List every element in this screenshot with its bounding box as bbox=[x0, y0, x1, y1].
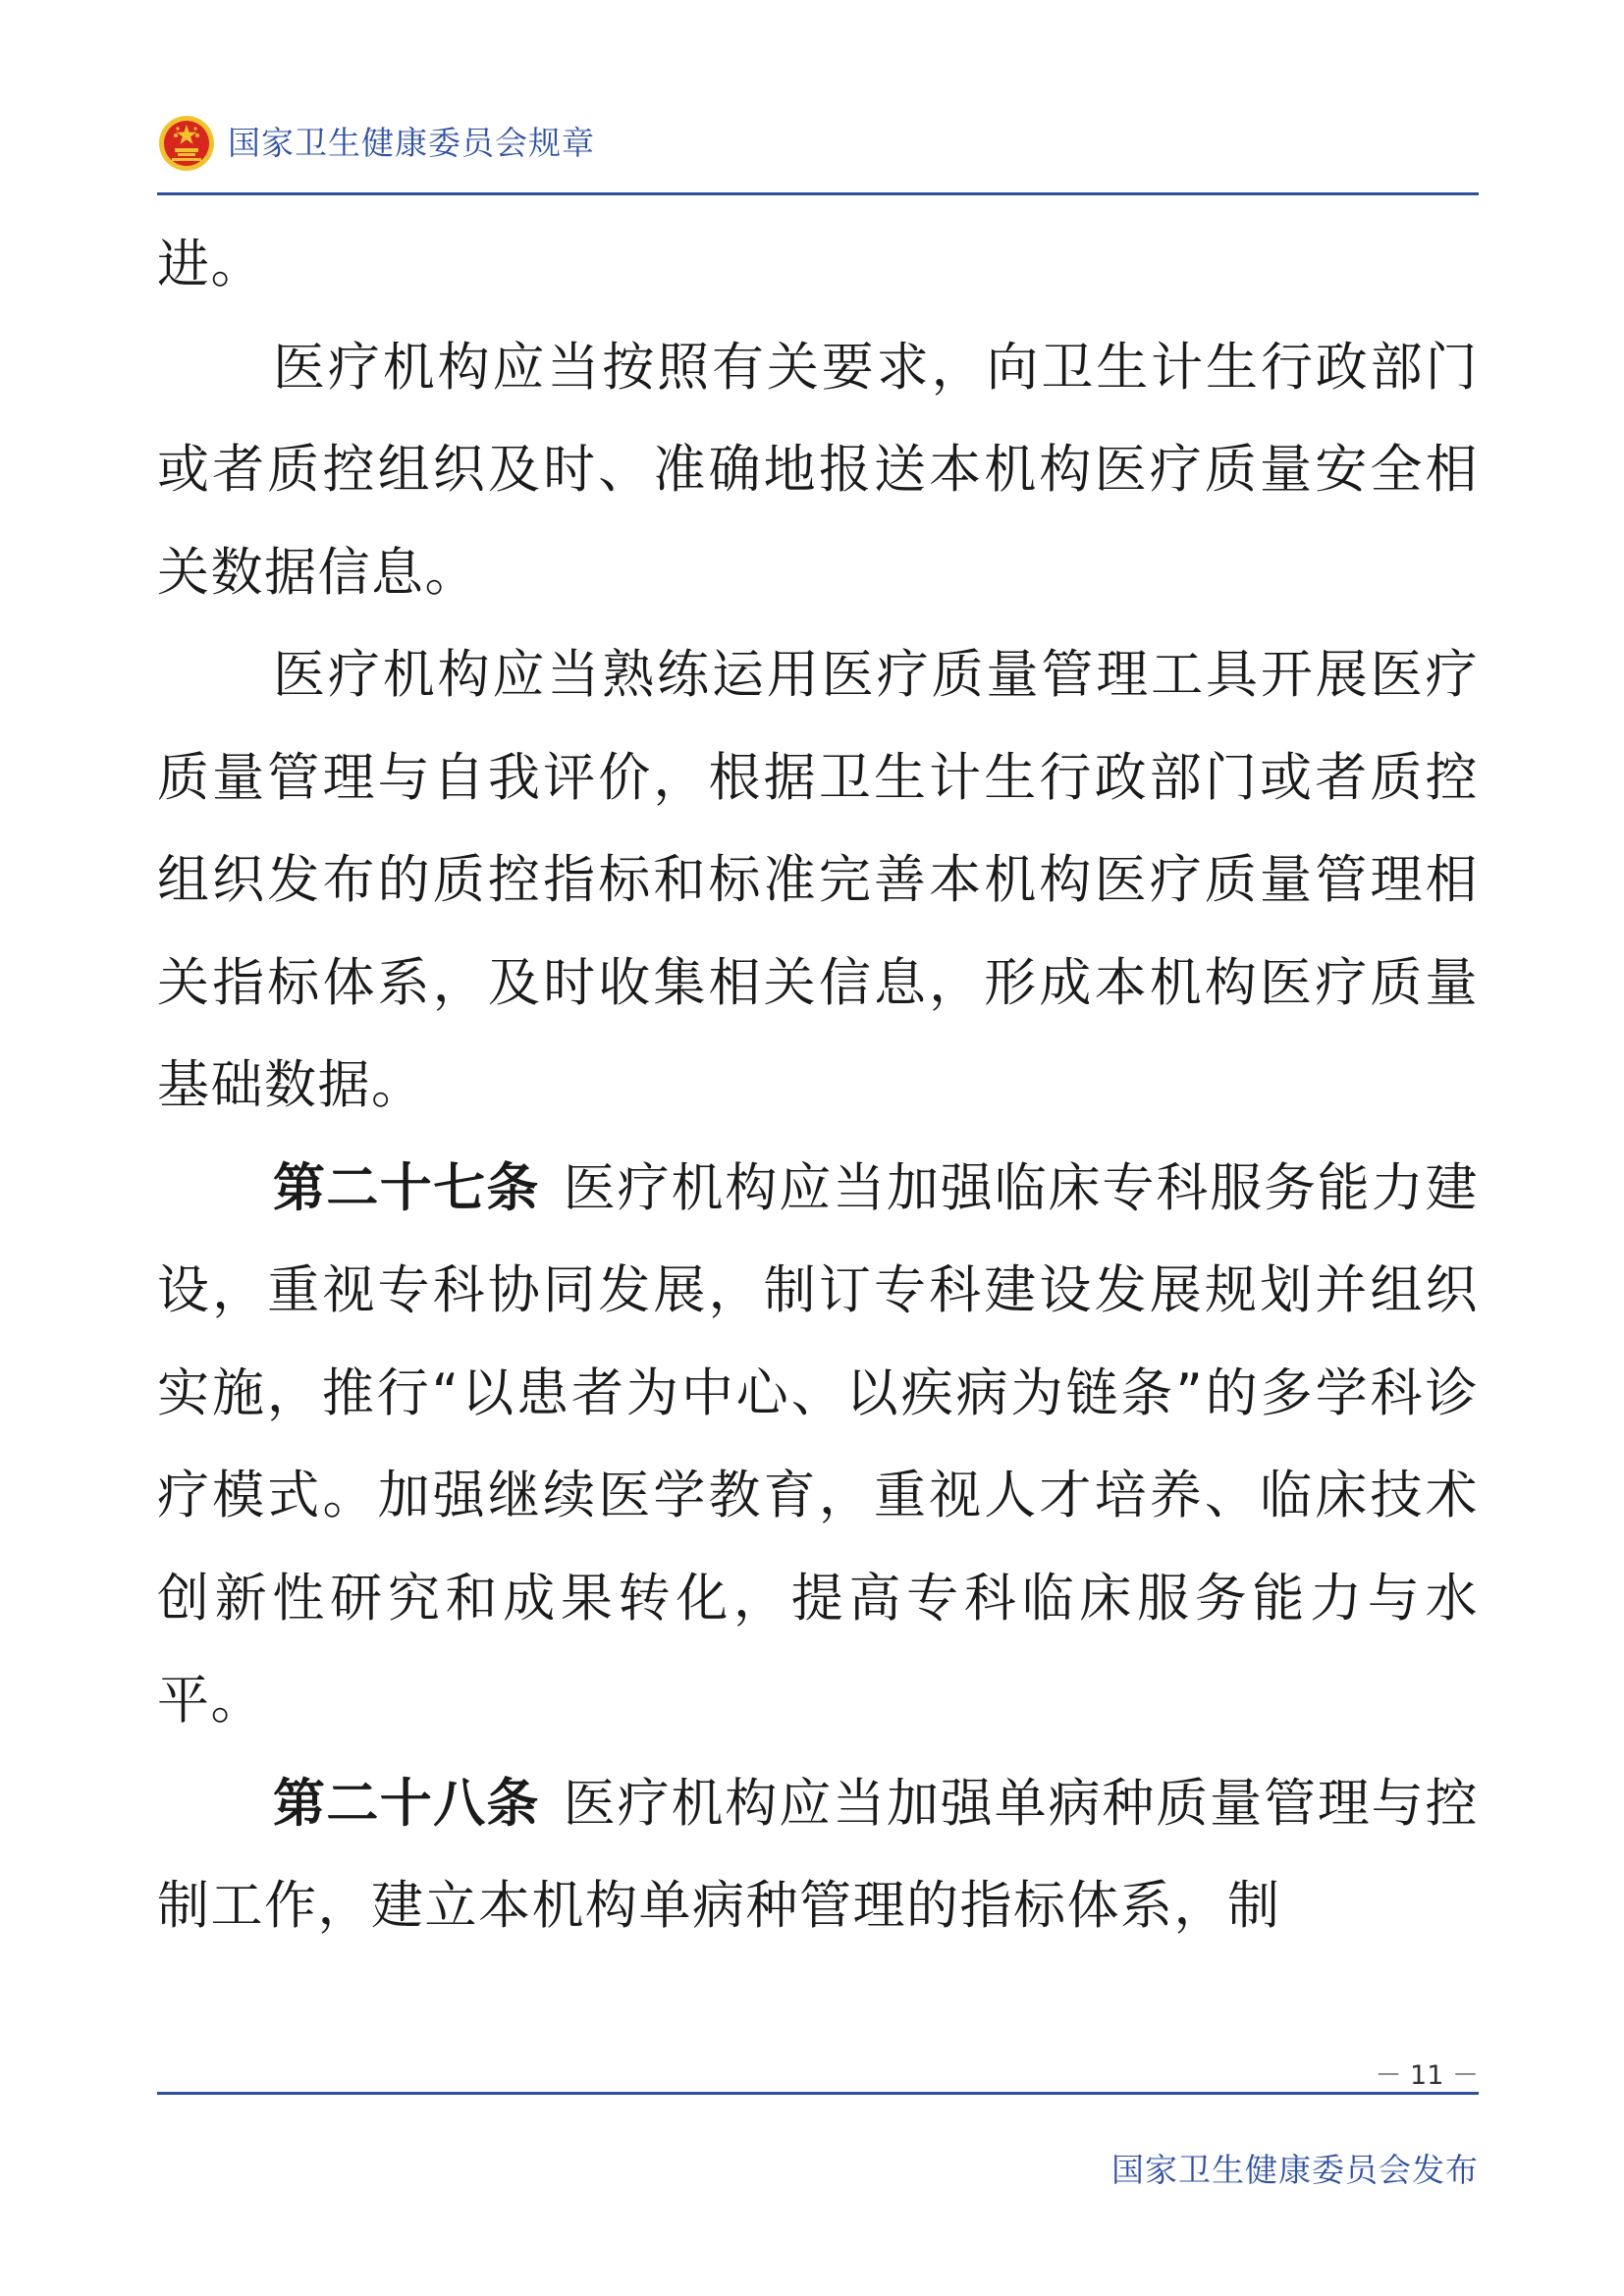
paragraph bbox=[157, 624, 1479, 1138]
page-header bbox=[157, 110, 1479, 188]
document-body bbox=[157, 214, 1479, 1958]
article-paragraph bbox=[157, 1138, 1479, 1753]
article-number: 第二十八条 bbox=[273, 1773, 540, 1834]
paragraph bbox=[157, 317, 1479, 625]
paragraph-text: 医疗机构应当按照有关要求，向卫生计生行政部门或者质控组织及时、准确地报送本机构医疗质量安全相关数据信息。 bbox=[157, 337, 1479, 603]
footer-publisher: 国家卫生健康委员会发布 bbox=[1111, 2151, 1479, 2189]
paragraph-text: 医疗机构应当加强临床专科服务能力建设，重视专科协同发展，制订专科建设发展规划并组织实施，推行“以患者为中心、以疾病为链条”的多学科诊疗模式。加强继续医学教育，重视人才培养、临床技术创新性研究和成果转化，提高专科临床服务能力与水平。 bbox=[157, 1157, 1480, 1731]
header-title: 国家卫生健康委员会规章 bbox=[228, 124, 595, 162]
paragraph bbox=[157, 214, 1479, 317]
paragraph-text: 医疗机构应当熟练运用医疗质量管理工具开展医疗质量管理与自我评价，根据卫生计生行政部门或者质控组织发布的质控指标和标准完善本机构医疗质量管理相关指标体系，及时收集相关信息，形成本机构医疗质量基础数据。 bbox=[157, 645, 1479, 1115]
header-divider bbox=[157, 192, 1479, 195]
footer-divider bbox=[157, 2092, 1479, 2095]
article-paragraph bbox=[157, 1753, 1479, 1958]
national-emblem-icon bbox=[157, 114, 216, 173]
page-number: － 11 － bbox=[1375, 2060, 1479, 2091]
article-number: 第二十七条 bbox=[273, 1157, 540, 1218]
paragraph-text: 医疗机构应当加强单病种质量管理与控制工作，建立本机构单病种管理的指标体系，制 bbox=[157, 1773, 1480, 1936]
paragraph-text: 进。 bbox=[157, 235, 264, 294]
